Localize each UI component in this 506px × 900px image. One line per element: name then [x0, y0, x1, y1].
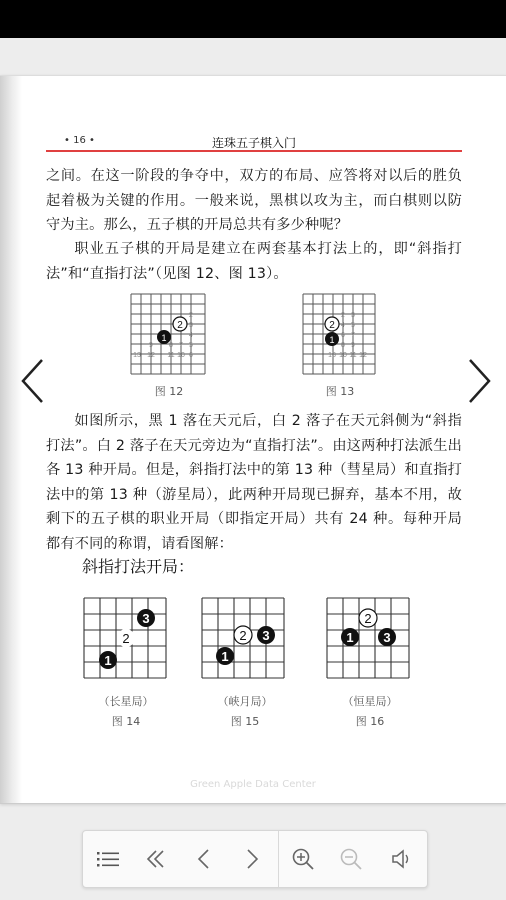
speaker-icon[interactable]	[386, 844, 416, 874]
double-chevron-left-icon[interactable]	[141, 844, 171, 874]
zoom-in-icon[interactable]	[288, 844, 318, 874]
figure-15-diagram	[198, 594, 288, 682]
fig13-white-stone-label: 2	[329, 320, 335, 331]
fig16-stone-1-label: 1	[346, 630, 354, 645]
fig16-stone-2-label: 2	[364, 611, 372, 626]
chevron-right-icon[interactable]	[237, 844, 267, 874]
header-rule	[46, 150, 462, 152]
paragraph-2: 职业五子棋的开局是建立在两套基本打法上的，即“斜指打法”和“直指打法”（见图 12、图 13）。	[46, 241, 462, 282]
figure-13-diagram	[299, 290, 379, 376]
fig12-option-label: 2	[189, 312, 193, 319]
fig12-option-label: 12	[147, 352, 155, 359]
fig13-option-label: 5	[351, 322, 355, 329]
fig13-option-label: 9	[351, 342, 355, 349]
figure-15-caption: 图 15	[230, 715, 260, 728]
book-page	[0, 75, 506, 804]
paragraph-3: 如图所示，黑 1 落在天元后，白 2 落子在天元斜侧为“斜指打法”。白 2 落子在天元旁边为“直指打法”。由这两种打法派生出各 13 种开局。但是，斜指打法中的第 13 种（彗星局）和直指打法中的第 13 种（游星局），此两种开局现已摒弃，基本不用，故剩下的五子棋的职业开局（即指定开局）共有 24 种。每种开局都有不同的称谓，请看图解：	[46, 413, 462, 552]
figure-14-caption: 图 14	[111, 715, 141, 728]
list-icon[interactable]	[93, 844, 123, 874]
fig14-stone-3-label: 3	[142, 611, 150, 626]
fig16-stone-3-label: 3	[383, 630, 391, 645]
fig13-option-label: 4	[341, 322, 345, 329]
fig13-option-label: 10	[339, 352, 347, 359]
fig12-option-label: 4	[189, 332, 193, 339]
figure-16-diagram	[323, 594, 413, 682]
page-number: • 16 •	[64, 135, 95, 146]
fig13-option-label: 7	[351, 332, 355, 339]
fig15-stone-2-label: 2	[239, 628, 247, 643]
figure-15-name: （峡月局）	[217, 695, 273, 708]
fig15-stone-1-label: 1	[221, 649, 229, 664]
watermark: Green Apple Data Center	[190, 779, 316, 790]
fig14-stone-1-label: 1	[104, 653, 112, 668]
toolbar-divider	[278, 831, 279, 887]
fig13-option-label: 3	[351, 312, 355, 319]
fig12-white-stone-label: 2	[177, 320, 183, 331]
previous-page-arrow-icon[interactable]	[18, 356, 48, 406]
figure-16-caption: 图 16	[355, 715, 385, 728]
section-subheading: 斜指打法开局：	[82, 557, 195, 576]
fig12-black-stone-label: 1	[161, 333, 167, 343]
fig12-option-label: 3	[189, 322, 193, 329]
fig15-stone-3-label: 3	[262, 628, 270, 643]
reader-toolbar	[82, 830, 428, 888]
figure-12-caption: 图 12	[154, 385, 184, 398]
fig13-option-label: 8	[341, 342, 345, 349]
fig12-option-label: 11	[167, 352, 175, 359]
figure-14-name: （长星局）	[98, 695, 154, 708]
figure-12-diagram	[127, 290, 209, 376]
next-page-arrow-icon[interactable]	[464, 356, 494, 406]
fig14-stone-2-label: 2	[122, 631, 130, 646]
fig12-option-label: 5	[189, 342, 193, 349]
fig13-option-label: 11	[349, 352, 357, 359]
figure-16-name: （恒星局）	[342, 695, 398, 708]
chevron-left-icon[interactable]	[189, 844, 219, 874]
fig12-option-label: 13	[133, 352, 141, 359]
figure-13-caption: 图 13	[325, 385, 355, 398]
fig13-black-stone-label: 1	[329, 335, 335, 345]
fig12-option-label: 6	[189, 352, 193, 359]
fig13-option-label: 2	[341, 312, 345, 319]
fig12-option-label: 7	[179, 342, 183, 349]
fig13-option-label: 13	[328, 352, 336, 359]
fig12-option-label: 8	[169, 342, 173, 349]
fig12-option-label: 10	[177, 352, 185, 359]
figure-14-diagram	[80, 594, 170, 682]
status-bar	[0, 0, 506, 38]
fig12-option-label: 9	[149, 342, 153, 349]
page-spine-shadow	[0, 76, 22, 803]
book-title: 连珠五子棋入门	[211, 136, 296, 150]
page-header	[46, 132, 462, 150]
zoom-out-icon[interactable]	[336, 844, 366, 874]
fig13-option-label: 12	[359, 352, 367, 359]
paragraph-1: 之间。在这一阶段的争夺中，双方的布局、应答将对以后的胜负起着极为关键的作用。一般来说，黑棋以攻为主，而白棋则以防守为主。那么，五子棋的开局总共有多少种呢？	[46, 168, 462, 233]
fig13-option-label: 6	[341, 332, 345, 339]
